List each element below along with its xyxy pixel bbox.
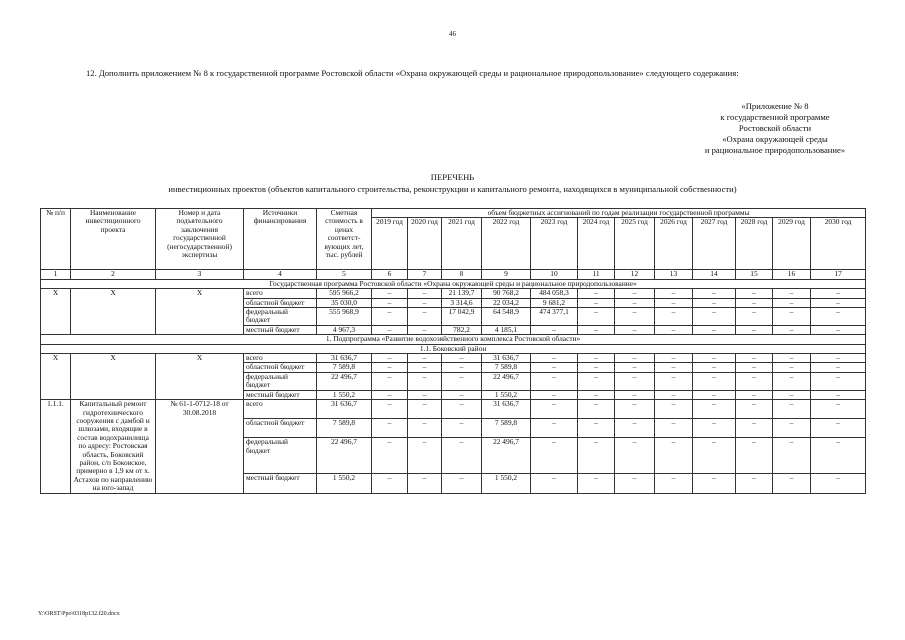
header-year: 2028 год — [736, 218, 773, 270]
cell-value: – — [655, 298, 693, 307]
header-year: 2027 год — [693, 218, 736, 270]
cell-value: – — [372, 308, 408, 326]
cell-cost: 22 496,7 — [317, 372, 372, 390]
cell-value: – — [372, 363, 408, 372]
col-number: 5 — [317, 270, 372, 279]
program-row — [41, 279, 866, 288]
cell-value: – — [693, 308, 736, 326]
cell-cost: 22 496,7 — [317, 438, 372, 474]
cell-value: – — [736, 363, 773, 372]
cell-value: 64 548,9 — [482, 308, 531, 326]
cell-value: – — [693, 325, 736, 334]
district-block — [41, 354, 866, 400]
cell-value: – — [531, 438, 578, 474]
col-number: 17 — [811, 270, 866, 279]
cell-value: – — [736, 438, 773, 474]
cell-value: – — [578, 308, 615, 326]
cell-value: – — [773, 419, 811, 438]
cell-value: – — [578, 363, 615, 372]
subprogram-title: 1. Подпрограмма «Развитие водохозяйственного комплекса Ростовской области» — [41, 335, 866, 344]
cell-value: – — [655, 325, 693, 334]
cell-value: – — [408, 354, 442, 363]
subprogram-row — [41, 335, 866, 344]
header-volume: объем бюджетных ассигнований по годам реализации государственной программы — [372, 209, 866, 218]
header-year: 2029 год — [773, 218, 811, 270]
appendix-line: Ростовской области — [738, 123, 812, 133]
cell-cost: 555 968,9 — [317, 308, 372, 326]
cell-value: – — [531, 400, 578, 419]
cell-value: – — [693, 438, 736, 474]
cell-value: – — [773, 289, 811, 298]
cell-value: – — [372, 298, 408, 307]
cell-value: – — [736, 308, 773, 326]
cell-value: – — [655, 474, 693, 493]
document-title: ПЕРЕЧЕНЬ — [430, 172, 475, 182]
header-year: 2024 год — [578, 218, 615, 270]
cell-cost: 595 966,2 — [317, 289, 372, 298]
cell-value: – — [578, 354, 615, 363]
cell-value: 22 496,7 — [482, 438, 531, 474]
cell-value: – — [811, 372, 866, 390]
col-number: 10 — [531, 270, 578, 279]
appendix-line: и рациональное природопользование» — [704, 145, 846, 155]
col-number: 11 — [578, 270, 615, 279]
cell-cost: 1 550,2 — [317, 390, 372, 399]
cell-cost: 7 589,8 — [317, 419, 372, 438]
cell-value: – — [693, 474, 736, 493]
cell-value: – — [811, 354, 866, 363]
cell-value: – — [372, 438, 408, 474]
cell-value: – — [693, 419, 736, 438]
cell-value: – — [531, 474, 578, 493]
program-block — [41, 289, 866, 335]
cell-value: – — [408, 390, 442, 399]
cell-value: – — [442, 390, 482, 399]
cell-value: – — [773, 438, 811, 474]
cell-value: – — [811, 419, 866, 438]
cell-source: местный бюджет — [244, 474, 317, 493]
cell-value: 7 589,8 — [482, 363, 531, 372]
cell-value: – — [372, 390, 408, 399]
cell-value: – — [372, 325, 408, 334]
project-block — [41, 400, 866, 493]
document-subtitle: инвестиционных проектов (объектов капитального строительства, реконструкции и капитального ремонта, находящихся в муниципальной собственности) — [168, 184, 737, 194]
cell-value: – — [408, 308, 442, 326]
cell-value: – — [578, 390, 615, 399]
cell-source: федеральный бюджет — [244, 372, 317, 390]
cell-source: областной бюджет — [244, 419, 317, 438]
cell-value: – — [408, 419, 442, 438]
cell-value: – — [578, 400, 615, 419]
cell-value: – — [408, 363, 442, 372]
cell-value: 1 550,2 — [482, 474, 531, 493]
cell-value: – — [442, 474, 482, 493]
cell-value: – — [693, 298, 736, 307]
cell-value: 17 042,9 — [442, 308, 482, 326]
cell-cost: 31 636,7 — [317, 354, 372, 363]
cell-value: – — [442, 354, 482, 363]
cell-value: – — [408, 474, 442, 493]
cell-value: – — [773, 298, 811, 307]
cell-value: – — [736, 325, 773, 334]
cell-value: – — [442, 438, 482, 474]
cell-value: 3 314,6 — [442, 298, 482, 307]
cell-source: местный бюджет — [244, 390, 317, 399]
cell-value: 22 034,2 — [482, 298, 531, 307]
cell-num: X — [41, 289, 71, 335]
column-number-row — [41, 270, 866, 279]
cell-value: – — [655, 354, 693, 363]
cell-value: – — [655, 289, 693, 298]
cell-value: – — [693, 400, 736, 419]
appendix-line: «Охрана окружающей среды — [722, 134, 828, 144]
cell-value: – — [578, 289, 615, 298]
intro-paragraph: 12. Дополнить приложением № 8 к государственной программе Ростовской области «Охрана окружающей среды и рациональное природопользование» следующего содержания: — [86, 68, 739, 78]
cell-value: – — [773, 390, 811, 399]
cell-value: – — [408, 289, 442, 298]
cell-value: – — [773, 474, 811, 493]
col-number: 14 — [693, 270, 736, 279]
cell-value: 31 636,7 — [482, 400, 531, 419]
cell-value: 4 185,1 — [482, 325, 531, 334]
cell-value: – — [811, 390, 866, 399]
cell-value: – — [531, 372, 578, 390]
cell-name: X — [71, 289, 156, 335]
appendix-heading — [690, 101, 860, 156]
cell-value: – — [615, 298, 655, 307]
cell-value: – — [578, 438, 615, 474]
cell-cost: 7 589,8 — [317, 363, 372, 372]
cell-value: – — [693, 372, 736, 390]
cell-value: – — [408, 325, 442, 334]
district-title: 1.1. Боковский район — [41, 344, 866, 353]
col-number: 12 — [615, 270, 655, 279]
cell-value: – — [578, 325, 615, 334]
cell-value: – — [615, 474, 655, 493]
cell-value: – — [408, 400, 442, 419]
cell-value: – — [655, 438, 693, 474]
cell-value: – — [693, 289, 736, 298]
cell-value: – — [615, 308, 655, 326]
cell-value: – — [811, 308, 866, 326]
cell-source: федеральный бюджет — [244, 438, 317, 474]
cell-value: 90 768,2 — [482, 289, 531, 298]
col-number: 16 — [773, 270, 811, 279]
cell-value: – — [773, 325, 811, 334]
cell-value: – — [408, 298, 442, 307]
cell-value: – — [773, 400, 811, 419]
cell-doc: X — [156, 289, 244, 335]
cell-value: – — [531, 354, 578, 363]
cell-value: – — [811, 289, 866, 298]
cell-source: всего — [244, 354, 317, 363]
cell-value: – — [736, 390, 773, 399]
cell-value: – — [615, 400, 655, 419]
cell-cost: 1 550,2 — [317, 474, 372, 493]
header-year: 2026 год — [655, 218, 693, 270]
header-year: 2025 год — [615, 218, 655, 270]
cell-value: – — [693, 363, 736, 372]
cell-value: – — [372, 400, 408, 419]
cell-value: – — [655, 308, 693, 326]
cell-value: – — [811, 400, 866, 419]
cell-value: – — [615, 419, 655, 438]
header-num: № п/п — [41, 209, 71, 270]
cell-value: – — [736, 289, 773, 298]
cell-value: – — [578, 298, 615, 307]
district-row — [41, 344, 866, 353]
cell-value: – — [655, 372, 693, 390]
col-number: 3 — [156, 270, 244, 279]
cell-source: всего — [244, 289, 317, 298]
table-row — [41, 354, 866, 363]
cell-value: – — [615, 390, 655, 399]
cell-value: – — [531, 363, 578, 372]
cell-source: всего — [244, 400, 317, 419]
cell-value: – — [442, 363, 482, 372]
cell-value: 484 058,3 — [531, 289, 578, 298]
cell-value: – — [442, 400, 482, 419]
col-number: 4 — [244, 270, 317, 279]
cell-value: – — [773, 372, 811, 390]
cell-value: – — [736, 298, 773, 307]
cell-value: – — [578, 372, 615, 390]
cell-num: 1.1.1. — [41, 400, 71, 493]
cell-value: – — [655, 419, 693, 438]
cell-value: – — [811, 298, 866, 307]
cell-value: – — [372, 419, 408, 438]
cell-name: Капитальный ремонт гидротехнического сооружения с дамбой и шлюзами, входящие в состав водохранилища по адресу: Ростовская область, Боковский район, с/п Боковское, примерно в 1,9 км от х. Астахов по направлению на юго-запад — [71, 400, 156, 493]
cell-value: – — [736, 400, 773, 419]
cell-value: – — [408, 372, 442, 390]
cell-value: – — [615, 372, 655, 390]
cell-value: – — [773, 308, 811, 326]
header-year: 2021 год — [442, 218, 482, 270]
cell-value: – — [615, 354, 655, 363]
col-number: 1 — [41, 270, 71, 279]
appendix-line: «Приложение № 8 — [741, 101, 809, 111]
cell-value: – — [442, 419, 482, 438]
cell-cost: 35 030,0 — [317, 298, 372, 307]
cell-value: – — [615, 325, 655, 334]
cell-value: 9 681,2 — [531, 298, 578, 307]
cell-value: – — [531, 419, 578, 438]
cell-value: 31 636,7 — [482, 354, 531, 363]
cell-value: – — [531, 390, 578, 399]
cell-doc: № 61-1-0712-18 от 30.08.2018 — [156, 400, 244, 493]
cell-value: – — [372, 474, 408, 493]
page-number: 46 — [449, 30, 456, 38]
cell-name: X — [71, 354, 156, 400]
cell-value: – — [578, 419, 615, 438]
cell-value: 21 139,7 — [442, 289, 482, 298]
col-number: 6 — [372, 270, 408, 279]
header-year: 2019 год — [372, 218, 408, 270]
cell-value: – — [736, 474, 773, 493]
table-row — [41, 400, 866, 419]
cell-value: – — [655, 363, 693, 372]
header-cost: Сметная стоимость в ценах соответст-вующих лет, тыс. рублей — [317, 209, 372, 270]
cell-value: 1 550,2 — [482, 390, 531, 399]
cell-cost: 4 967,3 — [317, 325, 372, 334]
cell-value: 474 377,1 — [531, 308, 578, 326]
cell-value: – — [372, 372, 408, 390]
cell-value: – — [372, 354, 408, 363]
col-number: 8 — [442, 270, 482, 279]
cell-value: – — [811, 438, 866, 474]
cell-source: федеральный бюджет — [244, 308, 317, 326]
cell-value: – — [372, 289, 408, 298]
header-name: Наименование инвестиционного проекта — [71, 209, 156, 270]
table-header-row — [41, 209, 866, 218]
cell-value: – — [736, 419, 773, 438]
cell-cost: 31 636,7 — [317, 400, 372, 419]
footer-file-path: Y:\ORST\Ppo\0318p132.f20.docx — [38, 611, 120, 617]
cell-value: – — [615, 438, 655, 474]
cell-value: 22 496,7 — [482, 372, 531, 390]
cell-value: – — [655, 390, 693, 399]
cell-doc: X — [156, 354, 244, 400]
cell-value: – — [693, 354, 736, 363]
cell-value: 7 589,8 — [482, 419, 531, 438]
cell-value: – — [811, 325, 866, 334]
cell-value: – — [693, 390, 736, 399]
cell-value: – — [615, 289, 655, 298]
appendix-line: к государственной программе — [720, 112, 830, 122]
col-number: 13 — [655, 270, 693, 279]
cell-value: – — [531, 325, 578, 334]
cell-value: – — [442, 372, 482, 390]
cell-num: X — [41, 354, 71, 400]
cell-value: – — [736, 372, 773, 390]
table-row — [41, 289, 866, 298]
cell-value: – — [811, 363, 866, 372]
header-source: Источники финансирования — [244, 209, 317, 270]
header-doc: Номер и дата подъятельного заключения государственной (негосударственной) экспертизы — [156, 209, 244, 270]
program-title: Государственная программа Ростовской области «Охрана окружающей среды и рациональное природопользование» — [41, 279, 866, 288]
cell-value: – — [578, 474, 615, 493]
cell-value: – — [408, 438, 442, 474]
header-year: 2020 год — [408, 218, 442, 270]
cell-source: областной бюджет — [244, 363, 317, 372]
header-year: 2023 год — [531, 218, 578, 270]
cell-value: – — [615, 363, 655, 372]
col-number: 9 — [482, 270, 531, 279]
cell-value: 782,2 — [442, 325, 482, 334]
cell-value: – — [773, 363, 811, 372]
cell-source: местный бюджет — [244, 325, 317, 334]
cell-value: – — [655, 400, 693, 419]
header-year: 2022 год — [482, 218, 531, 270]
cell-value: – — [811, 474, 866, 493]
cell-value: – — [773, 354, 811, 363]
col-number: 2 — [71, 270, 156, 279]
header-year: 2030 год — [811, 218, 866, 270]
cell-source: областной бюджет — [244, 298, 317, 307]
investment-projects-table — [40, 208, 866, 494]
col-number: 15 — [736, 270, 773, 279]
cell-value: – — [736, 354, 773, 363]
col-number: 7 — [408, 270, 442, 279]
